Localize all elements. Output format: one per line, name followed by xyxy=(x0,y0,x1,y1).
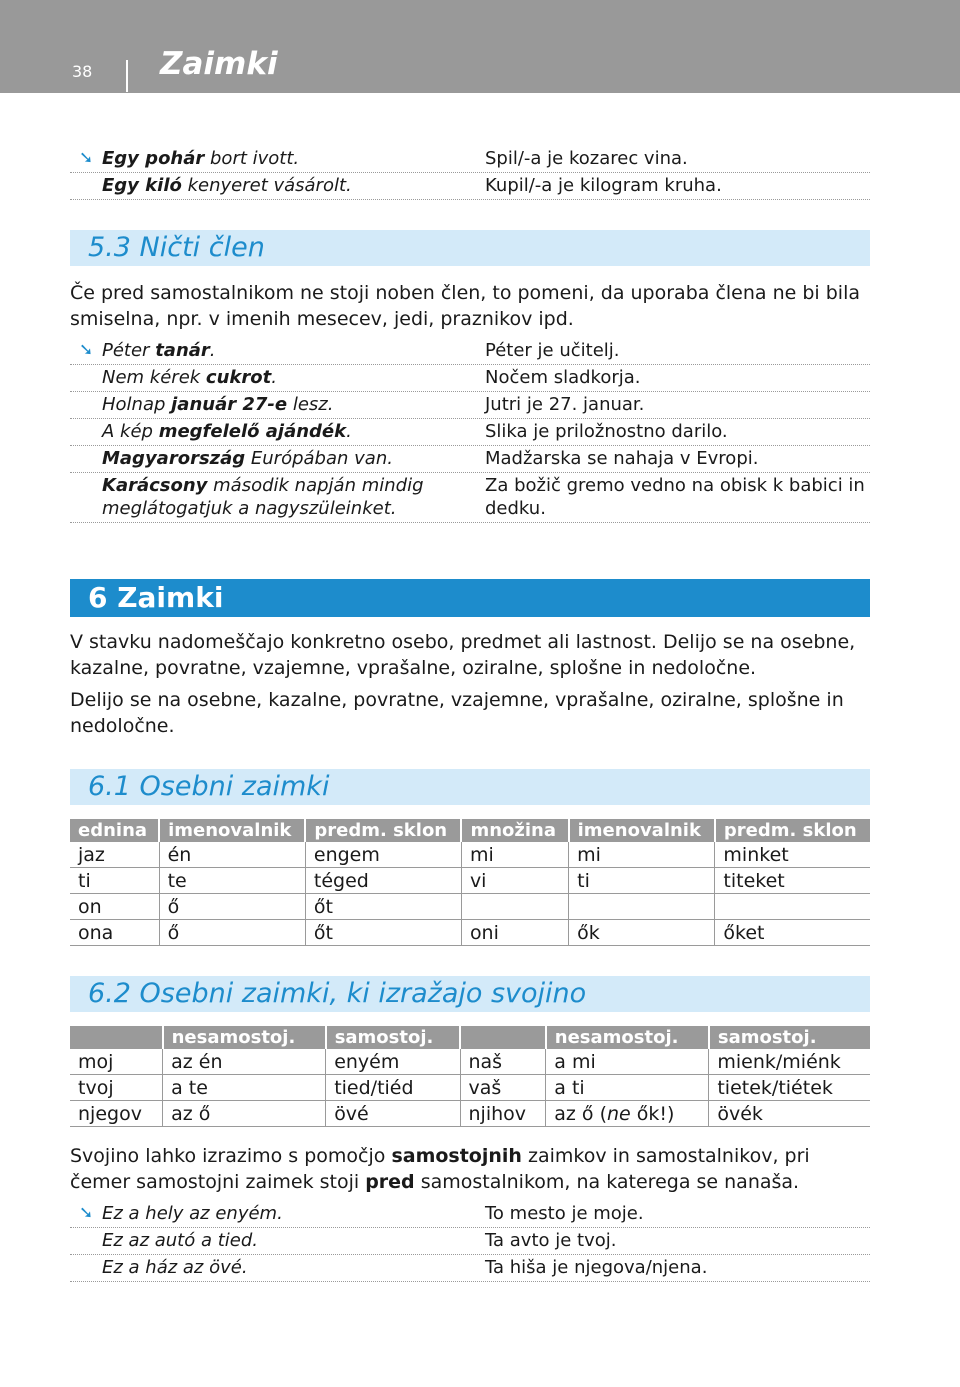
example-row: ➘ Ez a hely az enyém. To mesto je moje. xyxy=(70,1201,870,1228)
chapter-title: Zaimki xyxy=(160,46,278,82)
example-row: Ez az autó a tied. Ta avto je tvoj. xyxy=(70,1228,870,1255)
example-row: Egy kiló kenyeret vásárolt. Kupil/-a je kilogram kruha. xyxy=(70,173,870,200)
table-header-row: nesamostoj. samostoj. nesamostoj. samostoj. xyxy=(70,1026,870,1049)
example-row: Nem kérek cukrot. Nočem sladkorja. xyxy=(70,365,870,392)
example-row: A kép megfelelő ajándék. Slika je priložnostno darilo. xyxy=(70,419,870,446)
section-heading-6: 6 Zaimki xyxy=(70,579,870,617)
table-row: on ő őt xyxy=(70,894,870,920)
page-content xyxy=(70,146,870,1282)
possessive-pronouns-table xyxy=(70,1026,870,1127)
arrow-down-right-icon: ➘ xyxy=(79,148,94,168)
example-row: Magyarország Európában van. Madžarska se nahaja v Evropi. xyxy=(70,446,870,473)
table-header-row: ednina imenovalnik predm. sklon množina imenovalnik predm. sklon xyxy=(70,819,870,842)
table-row: moj az én enyém naš a mi mienk/miénk xyxy=(70,1049,870,1075)
example-list-6-2 xyxy=(70,1201,870,1282)
table-row: ti te téged vi ti titeket xyxy=(70,868,870,894)
table-row: jaz én engem mi mi minket xyxy=(70,842,870,868)
section-5-3-text: Če pred samostalnikom ne stoji noben člen, to pomeni, da uporaba člena ne bi bila smiselna, npr. v imenih mesecev, jedi, praznikov ipd. xyxy=(70,282,860,330)
arrow-down-right-icon: ➘ xyxy=(79,1203,94,1223)
table-row: tvoj a te tied/tiéd vaš a ti tietek/tiétek xyxy=(70,1075,870,1101)
page-number: 38 xyxy=(72,62,93,81)
example-row: Holnap január 27-e lesz. Jutri je 27. januar. xyxy=(70,392,870,419)
example-list-5-3 xyxy=(70,338,870,523)
section-heading-6-1: 6.1 Osebni zaimki xyxy=(70,769,870,805)
example-row: Karácsony második napján mindig meglátogatjuk a nagyszüleinket. Za božič gremo vedno na obisk k babici in dedku. xyxy=(70,473,870,523)
section-heading-6-2: 6.2 Osebni zaimki, ki izražajo svojino xyxy=(70,976,870,1012)
section-heading-5-3: 5.3 Ničti člen xyxy=(70,230,870,266)
example-row: Ez a ház az övé. Ta hiša je njegova/njena. xyxy=(70,1255,870,1282)
example-row: ➘ Péter tanár. Péter je učitelj. xyxy=(70,338,870,365)
personal-pronouns-table xyxy=(70,819,870,946)
table-row: ona ő őt oni ők őket xyxy=(70,920,870,946)
section-6-2-text: Svojino lahko izrazimo s pomočjo samostojnih zaimkov in samostalnikov, pri čemer samostojni zaimek stoji pred samostalnikom, na katerega se nanaša. xyxy=(70,1145,810,1193)
example-list-top xyxy=(70,146,870,200)
section-6-para-1: V stavku nadomeščajo konkretno osebo, predmet ali lastnost. Delijo se na osebne, kazalne, povratne, vzajemne, vprašalne, oziralne, splošne in nedoločne. xyxy=(70,631,856,679)
section-6-para-2: Delijo se na osebne, kazalne, povratne, vzajemne, vprašalne, oziralne, splošne in nedoločne. xyxy=(70,689,844,737)
arrow-down-right-icon: ➘ xyxy=(79,340,94,360)
page-header-bar xyxy=(0,0,960,93)
example-row: ➘ Egy pohár bort ivott. Spil/-a je kozarec vina. xyxy=(70,146,870,173)
table-row: njegov az ő övé njihov az ő (ne ők!) övék xyxy=(70,1101,870,1127)
header-separator xyxy=(126,60,128,92)
